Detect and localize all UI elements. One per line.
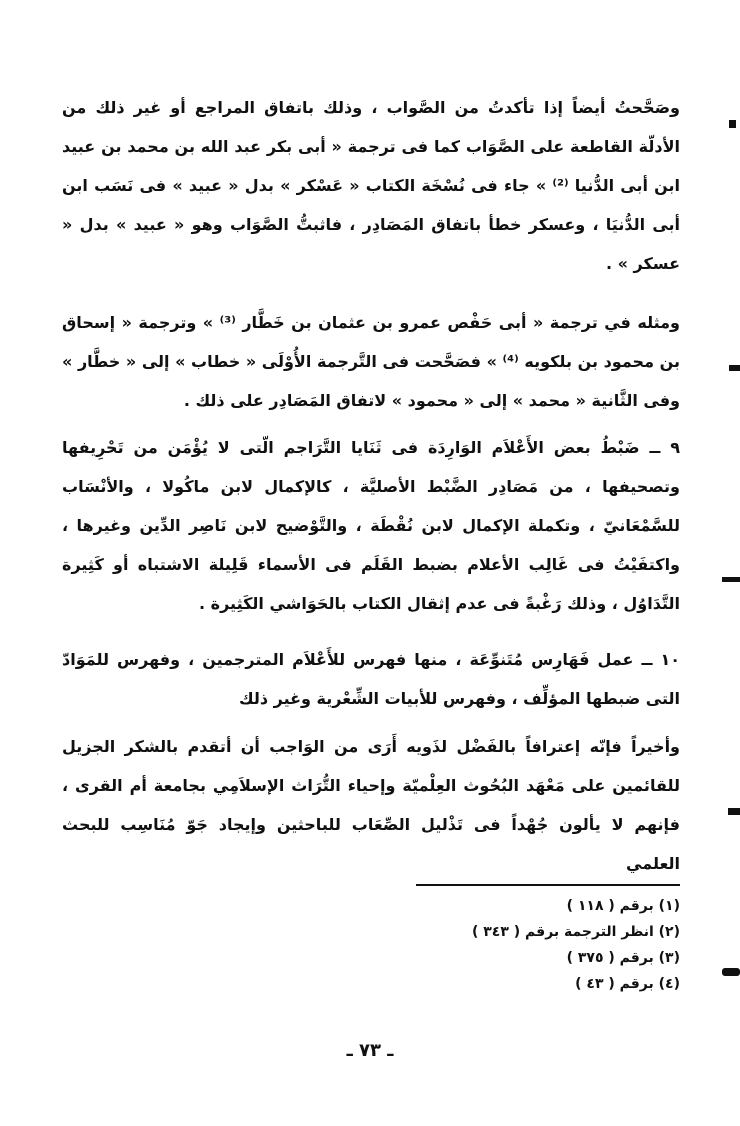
footnote-4: (٤) برقم ( ٤٣ ) [575, 976, 680, 992]
body-text [62, 727, 680, 883]
footnote-2: (٢) انظر الترجمة برقم ( ٣٤٣ ) [471, 924, 680, 940]
footnote-divider [416, 884, 680, 886]
paragraph-similar-examples: ومثله في ترجمة « أبى حَفْص عمرو بن عثمان بن خَطَّار ⁽³⁾ » وترجمة « إسحاق بن محمود بن بلكويه ⁽⁴⁾ » فصَحَّحت فى التَّرجمة الأُوْلَى « خطاب » إلى « خطَّار » وفى الثَّانية « محمد » إلى « محمود » لاتفاق المَصَادِر على ذلك . [62, 313, 681, 410]
scan-mark [729, 365, 740, 371]
footnote-1: (١) برقم ( ١١٨ ) [566, 898, 680, 914]
paragraph-acknowledgment: وأخيراً فإنّه إعترافاً بالفَضْل لذَويه أَرَى من الوَاجب أن أتقدم بالشكر الجزيل للقائمين على مَعْهَد البُحُوث العِلْميّة وإحياء التُّرَاث الإسلاَمِي بجامعة أم القرى ، فإنهم لا يألون جُهْداً فى تَذْليل الصِّعَاب للباحثين وإيجاد جَوّ مُنَاسِب للبحث العلمي [62, 737, 680, 873]
scan-mark [729, 120, 736, 128]
scan-mark [728, 808, 740, 815]
body-text [62, 88, 680, 283]
scan-mark [722, 968, 740, 976]
body-text [62, 428, 680, 623]
body-text [62, 640, 680, 718]
footnotes [380, 893, 680, 997]
body-text [62, 303, 680, 420]
scan-mark [722, 577, 740, 582]
page-number: ـ ٧٣ ـ [346, 1040, 394, 1061]
paragraph-item-9: ٩ ــ ضَبْطُ بعض الأَعْلاَم الوَارِدَة فى ثَنَايا التَّرَاجم الّتى لا يُؤْمَن من تَحْرِيفها وتصحيفها ، من مَصَادِر الضَّبْط الأصليَّة ، كالإكمال لابن ماكُولا ، والأنْسَاب للسَّمْعَانيّ ، وتكملة الإكمال لابن نُقْطَة ، والتَّوْضيح لابن نَاصِر الدِّين وغيرها ، واكتفَيْتُ فى غَالِب الأعلام بضبط القَلَم فى الأسماء قَلِيلة الاشتباه أو كَثِيرة التَّدَاوُل ، وذلك رَغْبةً فى عدم إثقال الكتاب بالحَوَاشي الكَثِيرة . [62, 438, 680, 613]
footnote-3: (٣) برقم ( ٣٧٥ ) [566, 950, 680, 966]
paragraph-corrections: وصَحَّحتُ أيضاً إذا تأكدتُ من الصَّواب ، وذلك باتفاق المراجع أو غير ذلك من الأدلّة القاطعة على الصَّوَاب كما فى ترجمة « أبى بكر عبد الله بن محمد بن عبيد ابن أبى الدُّنيا ⁽²⁾ » جاء فى نُسْخَة الكتاب « عَسْكر » بدل « عبيد » فى نَسَب ابن أبى الدُّنيَا ، وعسكر خطأ باتفاق المَصَادِر ، فاثبتُّ الصَّوَاب وهو « عبيد » بدل « عسكر » . [62, 98, 681, 273]
paragraph-item-10: ١٠ ــ عمل فَهَارِس مُتَنوِّعَة ، منها فهرس للأَعْلاَم المترجمين ، وفهرس للمَوَادّ التى ضبطها المؤلِّف ، وفهرس للأبيات الشِّعْرية وغير ذلك [62, 650, 680, 708]
